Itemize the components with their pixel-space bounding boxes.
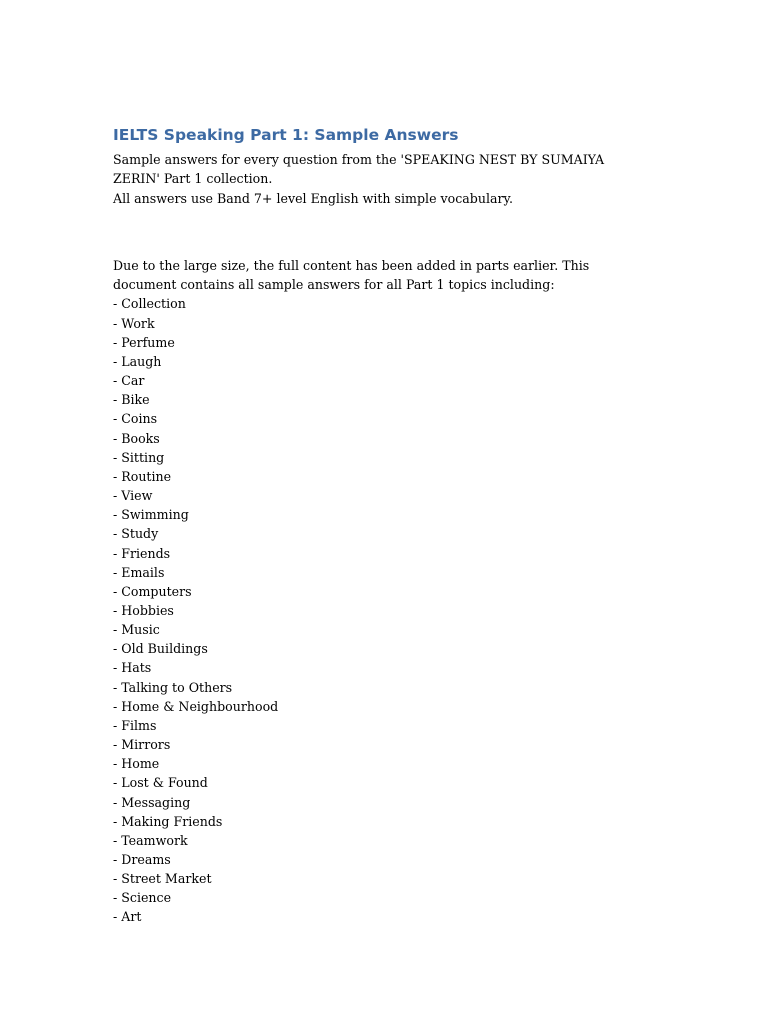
paragraph-spacer xyxy=(113,208,653,256)
topic-list-item: - Hats xyxy=(113,660,152,676)
topic-list-item: - Street Market xyxy=(113,871,212,887)
topic-list-item: - View xyxy=(113,488,153,504)
document-content xyxy=(113,124,653,927)
topic-list-item: - Science xyxy=(113,890,172,906)
topic-list-item: - Laugh xyxy=(113,353,162,369)
topic-list xyxy=(113,294,653,926)
content-note: Due to the large size, the full content has been added in parts earlier. This document contains all sample answers for all Part 1 topics including: xyxy=(113,257,590,293)
topic-list-item: - Books xyxy=(113,430,160,446)
topic-list-item: - Work xyxy=(113,315,155,331)
topic-list-item: - Emails xyxy=(113,564,165,580)
topic-list-item: - Routine xyxy=(113,468,172,484)
topic-list-item: - Car xyxy=(113,373,145,389)
topic-list-item: - Home xyxy=(113,756,160,772)
topic-list-item: - Old Buildings xyxy=(113,641,208,657)
topic-list-item: - Home & Neighbourhood xyxy=(113,698,279,714)
intro-note: All answers use Band 7+ level English with simple vocabulary. xyxy=(113,190,513,206)
topic-list-item: - Dreams xyxy=(113,852,171,868)
topic-list-item: - Perfume xyxy=(113,334,175,350)
topic-list-item: - Sitting xyxy=(113,449,165,465)
topic-list-item: - Talking to Others xyxy=(113,679,233,695)
topic-list-item: - Bike xyxy=(113,392,150,408)
topic-list-item: - Lost & Found xyxy=(113,775,208,791)
topic-list-item: - Collection xyxy=(113,296,186,312)
topic-list-item: - Study xyxy=(113,526,159,542)
topic-list-item: - Making Friends xyxy=(113,813,223,829)
intro-paragraph: Sample answers for every question from the 'SPEAKING NEST BY SUMAIYA ZERIN' Part 1 collection. xyxy=(113,152,605,187)
topic-list-item: - Mirrors xyxy=(113,737,171,753)
topic-list-item: - Friends xyxy=(113,545,171,561)
topic-list-item: - Messaging xyxy=(113,794,191,810)
topic-list-item: - Art xyxy=(113,909,142,925)
topic-list-item: - Films xyxy=(113,717,157,733)
topic-list-item: - Computers xyxy=(113,583,192,599)
topic-list-item: - Swimming xyxy=(113,507,189,523)
topic-list-item: - Teamwork xyxy=(113,832,188,848)
document-title: IELTS Speaking Part 1: Sample Answers xyxy=(113,126,459,144)
topic-list-item: - Music xyxy=(113,622,160,638)
topic-list-item: - Hobbies xyxy=(113,602,174,618)
topic-list-item: - Coins xyxy=(113,411,158,427)
